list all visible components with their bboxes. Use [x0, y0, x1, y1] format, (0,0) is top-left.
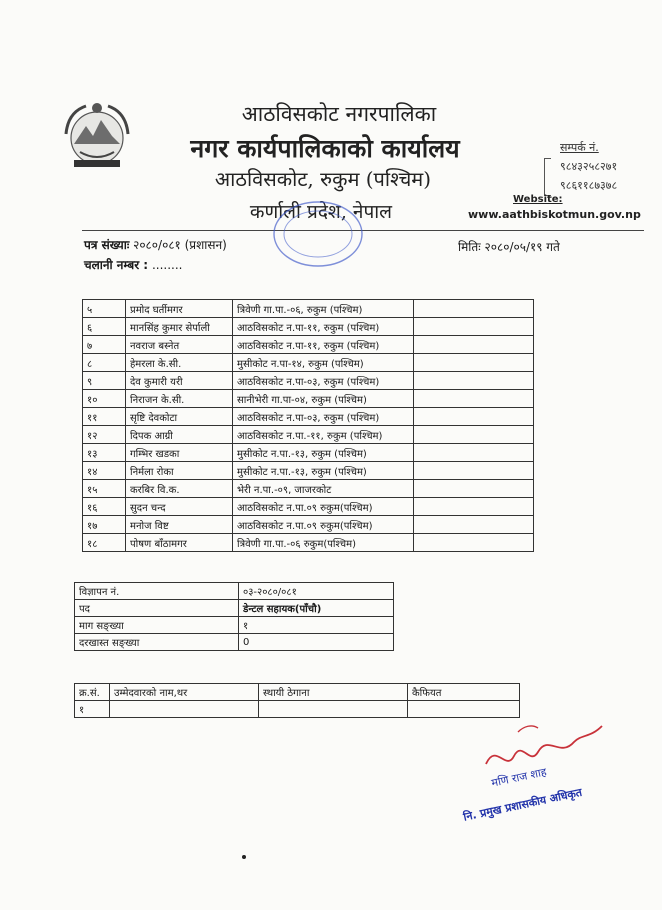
table-row	[83, 498, 534, 516]
vacancy-label-cell: विज्ञापन नं.	[75, 583, 239, 600]
remarks-cell	[414, 354, 534, 372]
remarks-cell	[414, 444, 534, 462]
signatory-name: मणि राज शाह	[490, 765, 548, 790]
address-cell: मुसीकोट न.पा.-१३, रुकुम (पश्चिम)	[233, 462, 414, 480]
address-cell: सानीभेरी गा.पा-०४, रुकुम (पश्चिम)	[233, 390, 414, 408]
name-cell: सृष्टि देवकोटा	[126, 408, 233, 426]
name-cell: सुदन चन्द	[126, 498, 233, 516]
serial-cell: १२	[83, 426, 126, 444]
name-cell: देव कुमारी यरी	[126, 372, 233, 390]
table-row	[83, 354, 534, 372]
office-name: नगर कार्यपालिकाको कार्यालय	[190, 134, 460, 163]
vacancy-value-cell: १	[239, 617, 394, 634]
address-cell: त्रिवेणी गा.पा.-०६, रुकुम (पश्चिम)	[233, 300, 414, 318]
page-dot	[242, 855, 246, 859]
remarks-cell	[414, 318, 534, 336]
table-row	[83, 408, 534, 426]
col-address: स्थायी ठेगाना	[259, 684, 408, 701]
col-remarks: कैफियत	[408, 684, 520, 701]
table-row	[83, 372, 534, 390]
address-cell	[259, 701, 408, 718]
dispatch-number	[84, 256, 182, 273]
table-row	[75, 583, 394, 600]
table-row	[75, 600, 394, 617]
address-cell: आठविसकोट न.पा-०३, रुकुम (पश्चिम)	[233, 372, 414, 390]
serial-cell: १३	[83, 444, 126, 462]
reference-value: २०८०/०८१ (प्रशासन)	[133, 238, 227, 252]
name-cell: प्रमोद घर्तीमगर	[126, 300, 233, 318]
vacancy-value-cell: डेन्टल सहायक(पाँचौ)	[239, 600, 394, 617]
province-country: कर्णाली प्रदेश, नेपाल	[249, 201, 393, 223]
website-label: Website:	[513, 194, 563, 205]
name-cell: गम्भिर खडका	[126, 444, 233, 462]
vacancy-details-table	[74, 582, 394, 651]
remarks-cell	[414, 336, 534, 354]
name-cell: निर्मला रोका	[126, 462, 233, 480]
remarks-cell	[414, 498, 534, 516]
applicant-table	[74, 683, 520, 718]
table-row	[83, 426, 534, 444]
address-cell: आठविसकोट न.पा-०३, रुकुम (पश्चिम)	[233, 408, 414, 426]
name-cell	[110, 701, 259, 718]
contact-bracket	[544, 158, 551, 196]
name-cell: मनोज विष्ट	[126, 516, 233, 534]
serial-cell: १८	[83, 534, 126, 552]
vacancy-value-cell: 0	[239, 634, 394, 651]
serial-cell: १५	[83, 480, 126, 498]
date-label: मितिः	[458, 240, 481, 254]
table-row	[83, 480, 534, 498]
remarks-cell	[414, 372, 534, 390]
serial-cell: ११	[83, 408, 126, 426]
table-row	[75, 634, 394, 651]
table-row	[83, 444, 534, 462]
address-cell: मुसीकोट न.पा-१४, रुकुम (पश्चिम)	[233, 354, 414, 372]
contact-phone-2: ९८६११८७३७८	[560, 179, 618, 192]
serial-cell: ९	[83, 372, 126, 390]
serial-cell: ७	[83, 336, 126, 354]
col-name: उम्मेदवारको नाम,थर	[110, 684, 259, 701]
table-row	[75, 617, 394, 634]
remarks-cell	[414, 480, 534, 498]
serial-cell: १०	[83, 390, 126, 408]
address-cell: त्रिवेणी गा.पा.-०६ रुकुम(पश्चिम)	[233, 534, 414, 552]
serial-cell: ६	[83, 318, 126, 336]
serial-cell: ८	[83, 354, 126, 372]
col-serial: क्र.सं.	[75, 684, 110, 701]
vacancy-label-cell: दरखास्त सङ्ख्या	[75, 634, 239, 651]
office-stamp-icon	[270, 198, 366, 270]
website-link[interactable]: www.aathbiskotmun.gov.np	[468, 208, 641, 221]
address-cell: आठविसकोट न.पा.०९ रुकुम(पश्चिम)	[233, 498, 414, 516]
reference-label: पत्र संख्याः	[84, 238, 130, 252]
date-value: २०८०/०५/१९ गते	[484, 240, 560, 254]
remarks-cell	[414, 534, 534, 552]
remarks-cell	[414, 462, 534, 480]
dispatch-value: ........	[151, 258, 183, 272]
vacancy-label-cell: माग सङ्ख्या	[75, 617, 239, 634]
name-cell: निराजन के.सी.	[126, 390, 233, 408]
remarks-cell	[414, 516, 534, 534]
address-cell: आठविसकोट न.पा.-११, रुकुम (पश्चिम)	[233, 426, 414, 444]
table-row	[83, 318, 534, 336]
address-cell: भेरी न.पा.-०९, जाजरकोट	[233, 480, 414, 498]
remarks-cell	[414, 426, 534, 444]
dispatch-label: चलानी नम्बर :	[84, 258, 149, 272]
letter-reference	[84, 236, 227, 253]
table-row	[83, 462, 534, 480]
name-cell: मानसिंह कुमार सेर्पाली	[126, 318, 233, 336]
signatory-title: नि. प्रमुख प्रशासकीय अधिकृत	[462, 785, 584, 824]
name-cell: नवराज बस्नेत	[126, 336, 233, 354]
serial-cell: १७	[83, 516, 126, 534]
contact-label: सम्पर्क नं.	[560, 141, 599, 154]
table-row	[83, 534, 534, 552]
table-row	[83, 336, 534, 354]
serial-cell: १६	[83, 498, 126, 516]
address-cell: आठविसकोट न.पा-११, रुकुम (पश्चिम)	[233, 318, 414, 336]
vacancy-value-cell: ०३-२०८०/०८१	[239, 583, 394, 600]
applicant-table-header	[75, 684, 520, 701]
serial-cell: १	[75, 701, 110, 718]
name-cell: करबिर वि.क.	[126, 480, 233, 498]
municipality-name: आठविसकोट नगरपालिका	[241, 102, 437, 126]
contact-block	[560, 138, 617, 195]
name-cell: दिपक आग्री	[126, 426, 233, 444]
table-row	[83, 390, 534, 408]
remarks-cell	[414, 300, 534, 318]
address-cell: आठविसकोट न.पा.०९ रुकुम(पश्चिम)	[233, 516, 414, 534]
vacancy-label-cell: पद	[75, 600, 239, 617]
letter-date	[458, 238, 560, 255]
table-row	[75, 701, 520, 718]
contact-phone-1: ९८४३२५८२७१	[560, 160, 618, 173]
remarks-cell	[414, 390, 534, 408]
office-address: आठविसकोट, रुकुम (पश्चिम)	[214, 167, 432, 191]
candidate-list-table	[82, 299, 534, 552]
serial-cell: ५	[83, 300, 126, 318]
name-cell: पोषण बाँठामगर	[126, 534, 233, 552]
address-cell: मुसीकोट न.पा.-१३, रुकुम (पश्चिम)	[233, 444, 414, 462]
table-row	[83, 300, 534, 318]
remarks-cell	[414, 408, 534, 426]
table-row	[83, 516, 534, 534]
name-cell: हेमरला के.सी.	[126, 354, 233, 372]
address-cell: आठविसकोट न.पा-११, रुकुम (पश्चिम)	[233, 336, 414, 354]
serial-cell: १४	[83, 462, 126, 480]
